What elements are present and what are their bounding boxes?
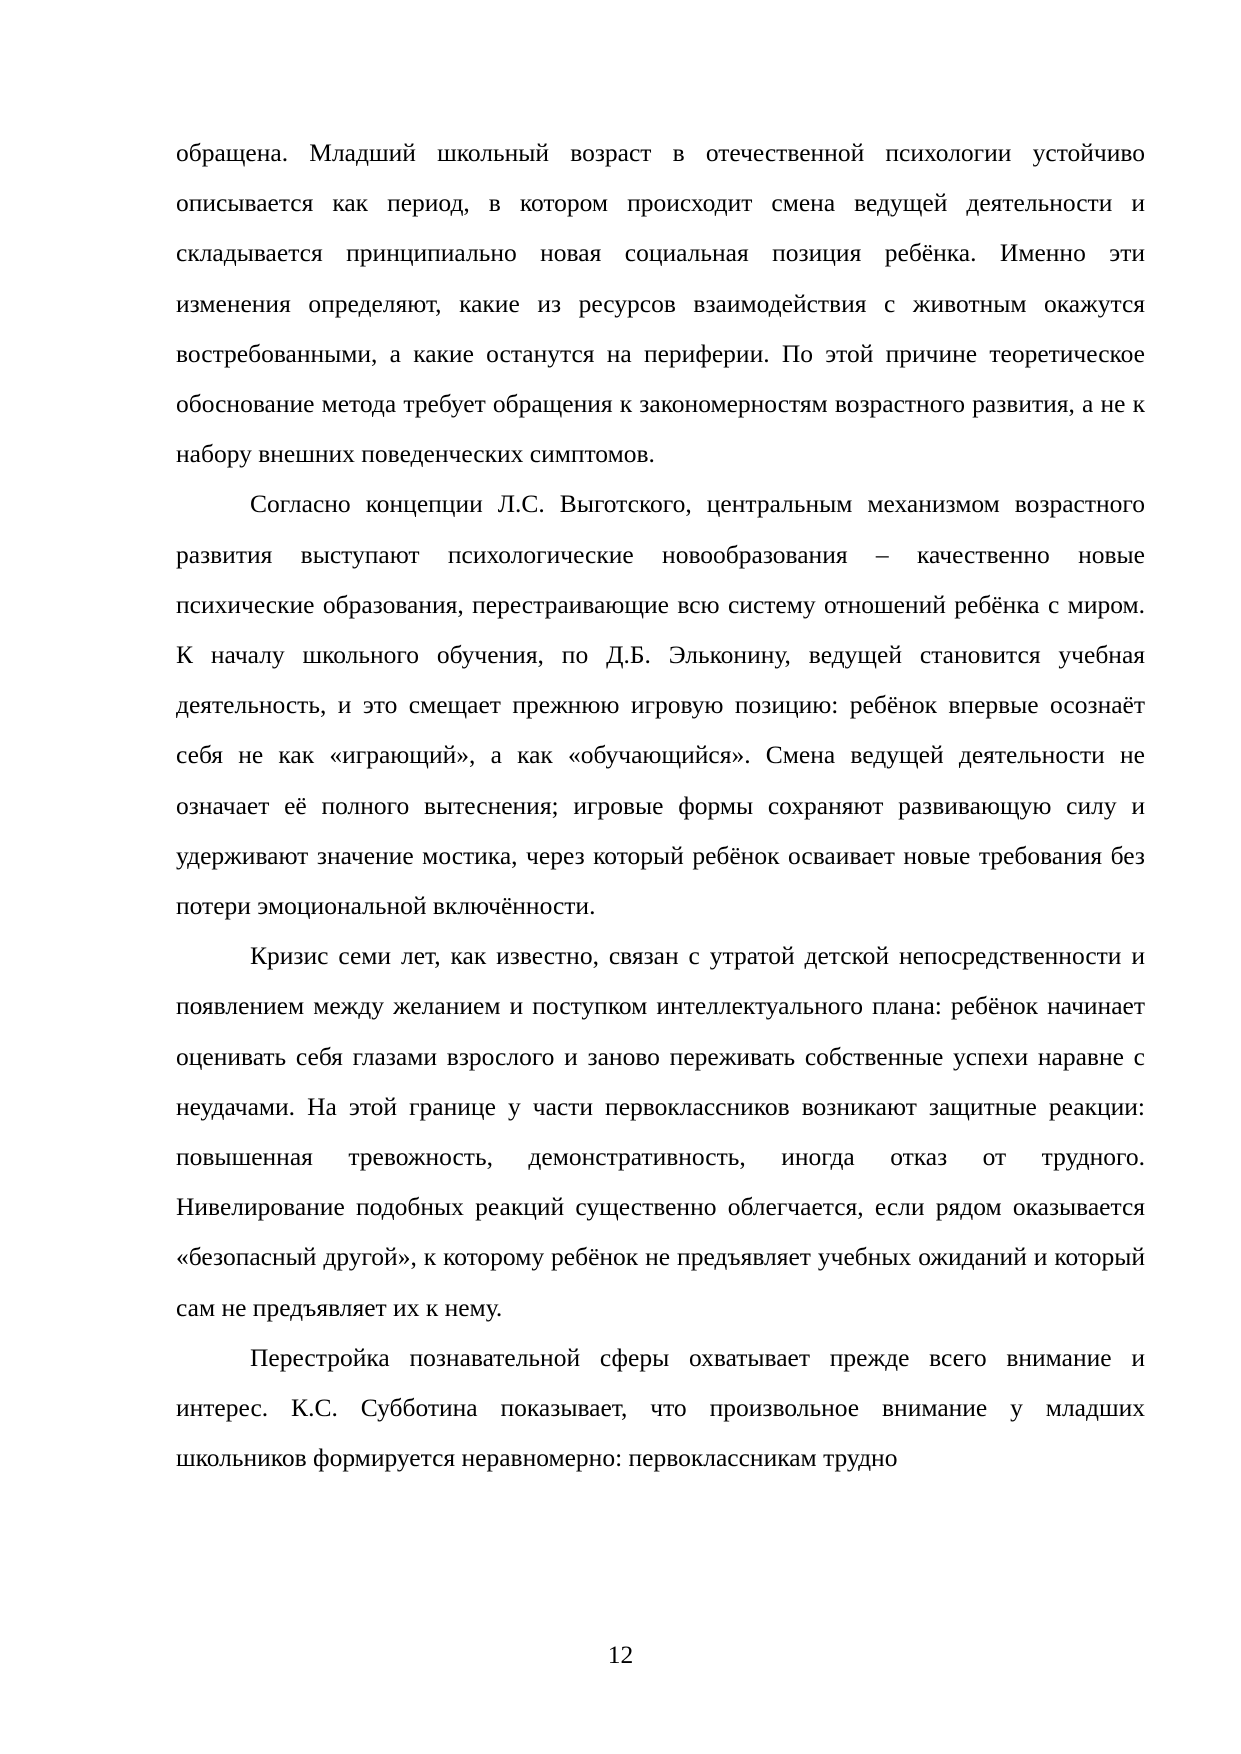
paragraph-2: Согласно концепции Л.С. Выготского, центральным механизмом возрастного развития выступают психологические новообразования – качественно новые психические образования, перестраивающие всю систему отношений ребёнка с миром. К началу школьного обучения, по Д.Б. Эльконину, ведущей становится учебная деятельность, и это смещает прежнюю игровую позицию: ребёнок впервые осознаёт себя не как «играющий», а как «обучающийся». Смена ведущей деятельности не означает её полного вытеснения; игровые формы сохраняют развивающую силу и удерживают значение мостика, через который ребёнок осваивает новые требования без потери эмоциональной включённости. — [176, 489, 1145, 921]
paragraph-4: Перестройка познавательной сферы охватывает прежде всего внимание и интерес. К.С. Субботина показывает, что произвольное внимание у младших школьников формируется неравномерно: первоклассникам трудно — [176, 1342, 1145, 1473]
page-number: 12 — [607, 1640, 634, 1669]
body-text — [176, 128, 1145, 1483]
paragraph-1: обращена. Младший школьный возраст в отечественной психологии устойчиво описывается как период, в котором происходит смена ведущей деятельности и складывается принципиально новая социальная позиция ребёнка. Именно эти изменения определяют, какие из ресурсов взаимодействия с животным окажутся востребованными, а какие останутся на периферии. По этой причине теоретическое обоснование метода требует обращения к закономерностям возрастного развития, а не к набору внешних поведенческих симптомов. — [176, 138, 1145, 469]
paragraph-3: Кризис семи лет, как известно, связан с утратой детской непосредственности и появлением между желанием и поступком интеллектуального плана: ребёнок начинает оценивать себя глазами взрослого и заново переживать собственные успехи наравне с неудачами. На этой границе у части первоклассников возникают защитные реакции: повышенная тревожность, демонстративность, иногда отказ от трудного. Нивелирование подобных реакций существенно облегчается, если рядом оказывается «безопасный другой», к которому ребёнок не предъявляет учебных ожиданий и который сам не предъявляет их к нему. — [176, 941, 1145, 1322]
